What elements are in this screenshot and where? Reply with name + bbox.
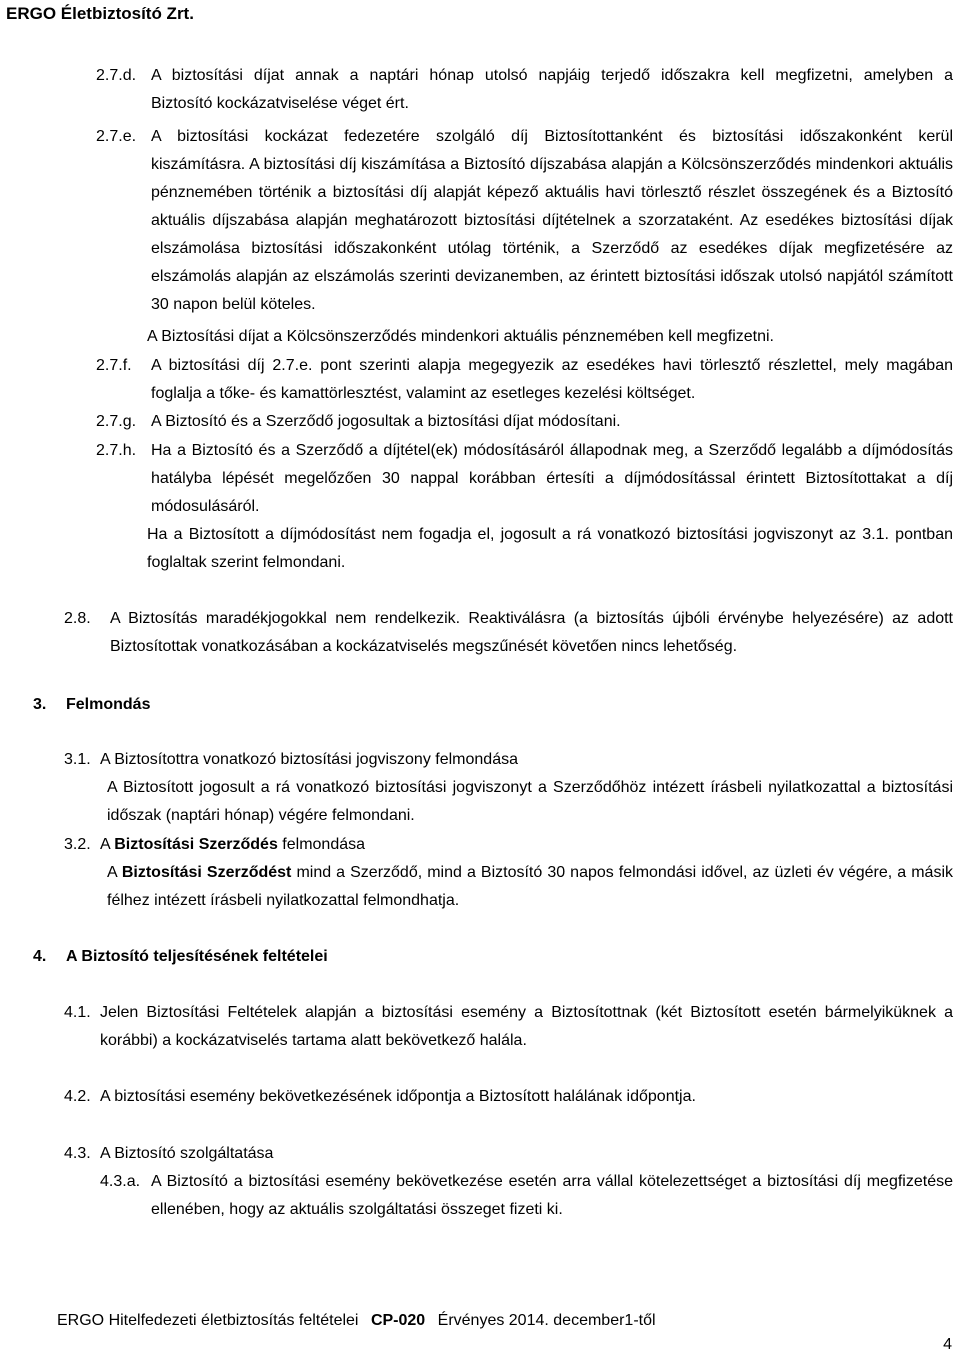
paragraph: Ha a Biztosított a díjmódosítást nem fogadja el, jogosult a rá vonatkozó biztosítási jogviszonyt az 3.1. pontban foglaltak szerint felmondani. — [147, 526, 953, 571]
section-number: 3. — [33, 696, 47, 713]
footer-validity: Érvényes 2014. december1-től — [437, 1312, 656, 1329]
section-number: 4.3. — [64, 1145, 91, 1162]
section-heading: Felmondás — [66, 696, 151, 713]
paragraph: A Biztosító és a Szerződő jogosultak a biztosítási díjat módosítani. — [151, 413, 621, 430]
section-number: 2.7.g. — [96, 413, 137, 430]
paragraph: Ha a Biztosító és a Szerződő a díjtétel(ek) módosításáról állapodnak meg, a Szerződő legalább a díjmódosítás hatályba lépését megelőzően 30 nappal korábban értesíti a díjmódosítással érintett Biztosítottakat a díj módosulásáról. — [151, 442, 953, 515]
paragraph: A Biztosítási Szerződést mind a Szerződő, mind a Biztosító 30 napos felmondási idővel, az üzleti év végére, a másik félhez intézett írásbeli nyilatkozattal felmondhatja. — [107, 864, 954, 909]
paragraph: Jelen Biztosítási Feltételek alapján a biztosítási esemény a Biztosítottnak (két Biztosított esetén bármelyiküknek a korábbi) a kockázatviselés tartama alatt bekövetkező halála. — [100, 1004, 953, 1049]
paragraph: A Biztosítás maradékjogokkal nem rendelkezik. Reaktiválásra (a biztosítás újbóli érvénybe helyezésére) az adott Biztosítottak vonatkozásában a kockázatviselés megszűnését követően nincs lehetőség. — [110, 610, 953, 655]
paragraph-line: Biztosító kockázatviselése véget ért. — [151, 95, 409, 112]
paragraph-line: A biztosítási kockázat fedezetére szolgáló díj Biztosítottanként és biztosítási időszakonként kerül — [151, 128, 953, 145]
subsection-title: A Biztosítási Szerződés felmondása — [100, 836, 366, 853]
section-number: 2.7.f. — [96, 357, 132, 374]
paragraph: kiszámításra. A biztosítási díj kiszámítása a Biztosító díjszabása alapján a Kölcsönszerződés mindenkori aktuális pénznemében történik a biztosítási díj alapját képező aktuális havi törlesztő részlet összegének és a Biztosító aktuális díjszabása alapján meghatározott biztosítási díjtételnek a szorzataként. Az esedékes biztosítási díjak elszámolása biztosítási időszakonként utólag történik, a Szerződő az esedékes díjak megfizetésére az elszámolás alapján az elszámolás szerinti devizanemben, az érintett biztosítási időszak utolsó napjától számított 30 napon belül köteles. — [151, 156, 953, 313]
section-number: 4. — [33, 948, 47, 965]
section-number: 4.2. — [64, 1088, 91, 1105]
section-number: 4.1. — [64, 1004, 91, 1021]
paragraph-line: A biztosítási díjat annak a naptári hónap utolsó napjáig terjedő időszakra kell megfizetni, amelyben a — [151, 67, 953, 84]
section-number: 2.7.d. — [96, 67, 137, 84]
footer-doc-code: CP-020 — [370, 1312, 426, 1329]
section-number: 2.8. — [64, 610, 91, 627]
section-number: 3.2. — [64, 836, 91, 853]
page-number: 4 — [943, 1336, 952, 1353]
company-header: ERGO Életbiztosító Zrt. — [6, 4, 194, 23]
section-number: 2.7.h. — [96, 442, 137, 459]
section-heading: A Biztosító teljesítésének feltételei — [66, 948, 328, 965]
footer-doc-title: ERGO Hitelfedezeti életbiztosítás feltételei — [57, 1312, 359, 1329]
paragraph: A biztosítási esemény bekövetkezésének időpontja a Biztosított halálának időpontja. — [100, 1088, 696, 1105]
section-number: 3.1. — [64, 751, 91, 768]
subsection-title: A Biztosítottra vonatkozó biztosítási jogviszony felmondása — [100, 751, 518, 768]
section-number: 4.3.a. — [100, 1173, 141, 1190]
paragraph: A Biztosított jogosult a rá vonatkozó biztosítási jogviszonyt a Szerződőhöz intézett írásbeli nyilatkozattal a biztosítási időszak (naptári hónap) végére felmondani. — [107, 779, 953, 824]
paragraph: A Biztosító a biztosítási esemény bekövetkezése esetén arra vállal kötelezettséget a biztosítási díj megfizetése ellenében, hogy az aktuális szolgáltatási összeget fizeti ki. — [151, 1173, 953, 1218]
paragraph: A biztosítási díj 2.7.e. pont szerinti alapja megegyezik az esedékes havi törlesztő részlettel, mely magában foglalja a tőke- és kamattörlesztést, valamint az esetleges kezelési költséget. — [151, 357, 953, 402]
footer — [57, 1312, 664, 1330]
paragraph: A Biztosító szolgáltatása — [100, 1145, 274, 1162]
section-number: 2.7.e. — [96, 128, 137, 145]
paragraph: A Biztosítási díjat a Kölcsönszerződés mindenkori aktuális pénznemében kell megfizetni. — [147, 328, 774, 345]
